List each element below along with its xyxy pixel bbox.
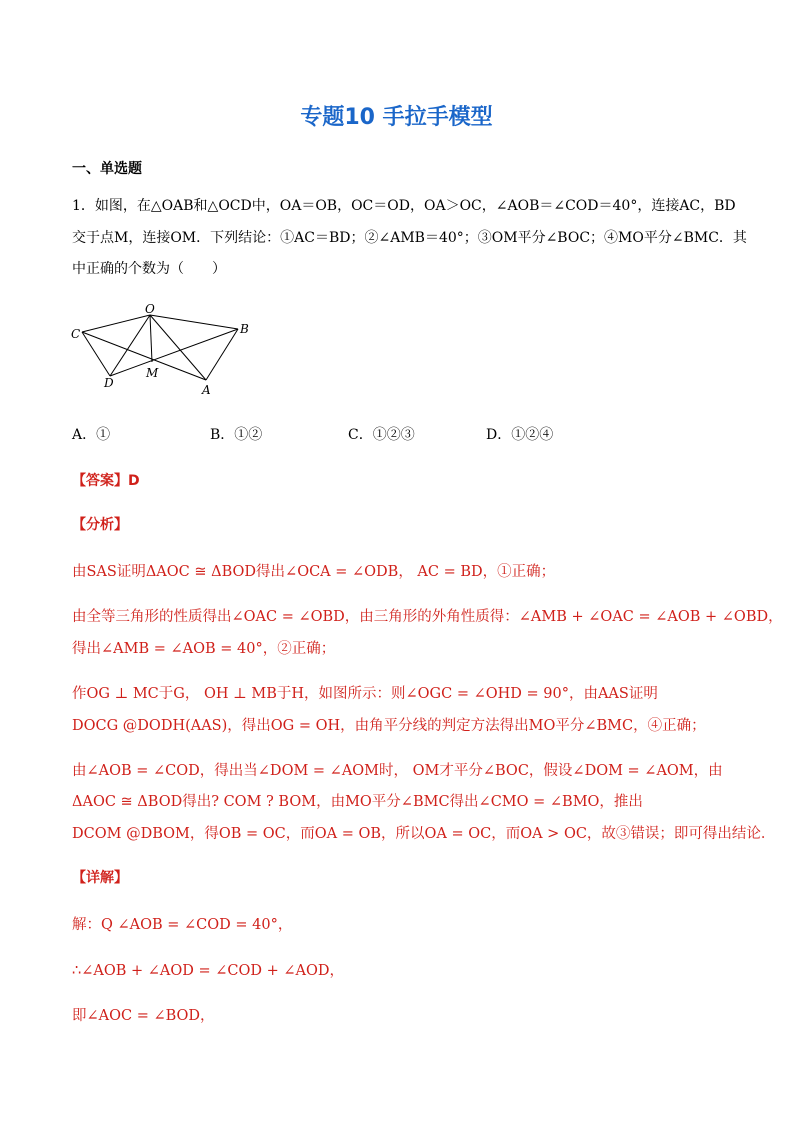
option-d: D．①②④ <box>486 427 554 443</box>
label-c: C <box>71 327 81 341</box>
option-c: C．①②③ <box>348 427 415 443</box>
segment-cd <box>82 332 110 376</box>
detail-line-1: 解：Q ∠AOB = ∠COD = 40°， <box>72 917 293 933</box>
analysis-line-1: 由SAS证明ΔAOC ≅ ΔBOD得出∠OCA = ∠ODB， AC = BD，①正确； <box>72 564 556 580</box>
segment-om <box>150 315 152 362</box>
analysis-line-2: 由全等三角形的性质得出∠OAC = ∠OBD，由三角形的外角性质得：∠AMB + ∠OAC = ∠AOB + ∠OBD， <box>72 609 783 625</box>
detail-line-2: ∴∠AOB + ∠AOD = ∠COD + ∠AOD， <box>72 963 345 979</box>
label-b: B <box>240 322 249 336</box>
detail-tag: 【详解】 <box>72 870 128 886</box>
segment-ob <box>150 315 238 329</box>
label-m: M <box>146 366 159 380</box>
segment-ca <box>82 332 206 380</box>
segment-oa <box>150 315 206 380</box>
geometry-figure <box>66 300 266 400</box>
analysis-line-7: ΔAOC ≅ ΔBOD得出? COM ? BOM，由MO平分∠BMC得出∠CMO = ∠BMO，推出 <box>72 794 643 810</box>
question-line-2: 交于点M，连接OM．下列结论：①AC＝BD；②∠AMB＝40°；③OM平分∠BOC；④MO平分∠BMC．其 <box>72 230 747 246</box>
option-a: A．① <box>72 427 111 443</box>
page-title: 专题10 手拉手模型 <box>300 105 493 130</box>
detail-line-3: 即∠AOC = ∠BOD， <box>72 1008 215 1024</box>
analysis-line-4: 作OG ⊥ MC于G， OH ⊥ MB于H，如图所示：则∠OGC = ∠OHD = 90°，由AAS证明 <box>72 686 658 702</box>
analysis-line-8: DCOM @DBOM，得OB = OC，而OA = OB，所以OA = OC，而OA > OC，故③错误；即可得出结论． <box>72 826 776 842</box>
section-heading: 一、单选题 <box>72 161 142 177</box>
answer-tag: 【答案】D <box>72 473 140 489</box>
segment-co <box>82 315 150 332</box>
label-o: O <box>145 302 155 316</box>
label-d: D <box>104 376 114 390</box>
option-b: B．①② <box>210 427 263 443</box>
segment-ba <box>206 329 238 380</box>
analysis-line-6: 由∠AOB = ∠COD，得出当∠DOM = ∠AOM时， OM才平分∠BOC，假设∠DOM = ∠AOM，由 <box>72 763 723 779</box>
analysis-line-5: DOCG @DODH(AAS)，得出OG = OH，由角平分线的判定方法得出MO平分∠BMC，④正确； <box>72 718 706 734</box>
analysis-tag: 【分析】 <box>72 517 128 533</box>
label-a: A <box>202 383 211 397</box>
question-line-3: 中正确的个数为（ ） <box>72 261 226 277</box>
question-line-1: 1．如图，在△OAB和△OCD中，OA＝OB，OC＝OD，OA＞OC，∠AOB＝∠COD＝40°，连接AC，BD <box>72 198 736 214</box>
segment-bd <box>110 329 238 376</box>
analysis-line-3: 得出∠AMB = ∠AOB = 40°，②正确； <box>72 641 336 657</box>
